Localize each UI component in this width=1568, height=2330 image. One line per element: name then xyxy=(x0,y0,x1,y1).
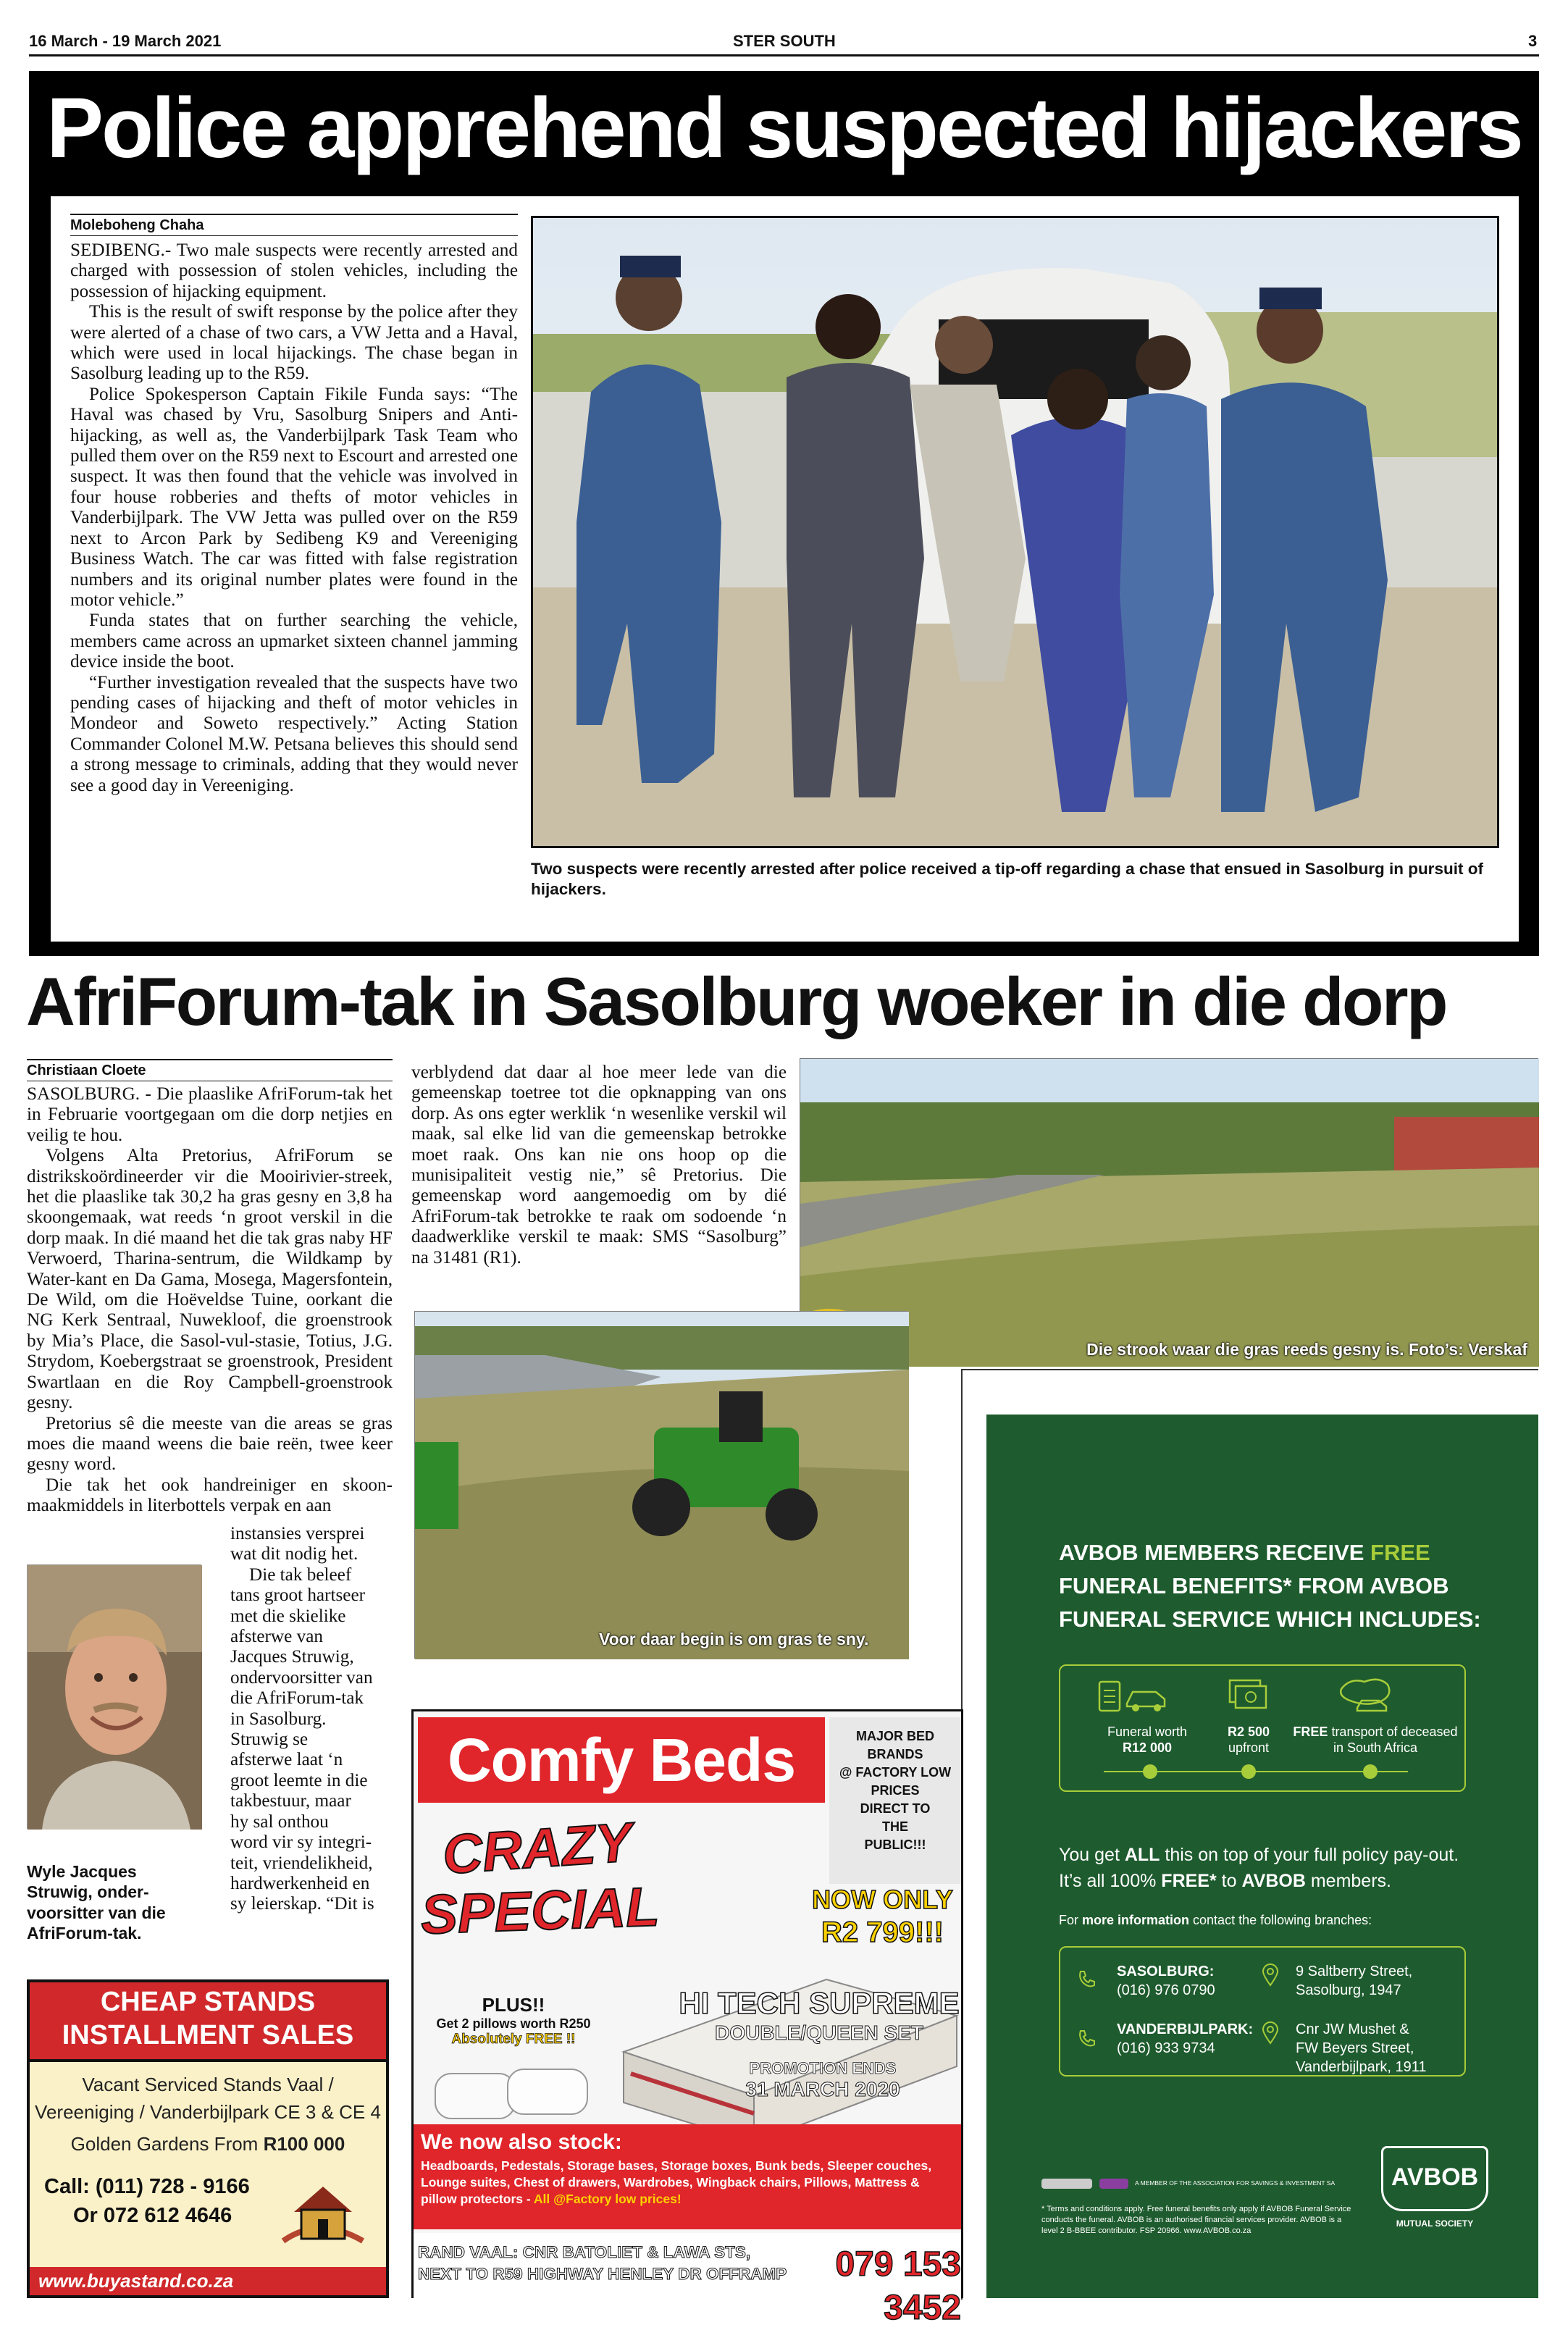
location-pin-icon xyxy=(1262,2021,1279,2045)
lawnmower-photo xyxy=(414,1311,908,1659)
avbob-logo xyxy=(1381,2146,1488,2211)
more-info-text: contact the following branches: xyxy=(1189,1913,1372,1927)
avbob-fineprint: * Terms and conditions apply. Free funeral benefits only apply if AVBOB Funeral Service xyxy=(1041,2205,1351,2213)
stands-url[interactable]: www.buyastand.co.za xyxy=(30,2267,386,2295)
payout-text: FREE* xyxy=(1161,1871,1217,1891)
avbob-headline xyxy=(1059,1536,1481,1636)
branch2-address: FW Beyers Street, xyxy=(1296,2040,1414,2056)
pillows-image xyxy=(428,2059,595,2124)
comfy-product2: DOUBLE/QUEEN SET xyxy=(715,2021,923,2044)
benefit1-label: Funeral worth xyxy=(1107,1725,1188,1739)
comfy-footer xyxy=(414,2233,961,2327)
comfy-stock-title: We now also stock: xyxy=(421,2130,622,2154)
comfy-brand-box xyxy=(418,1717,825,1803)
branch2-address: Cnr JW Mushet & xyxy=(1296,2021,1409,2037)
avbob-benefits-box xyxy=(1059,1664,1466,1792)
more-info-text: more information xyxy=(1082,1913,1190,1927)
story1-panel xyxy=(51,196,1519,942)
comfy-promo2: 31 MARCH 2020 xyxy=(745,2078,900,2100)
wrap-line: teit, vriendelikheid, xyxy=(230,1853,373,1873)
benefit1-value: R12 000 xyxy=(1122,1740,1173,1755)
benefit3-label: transport of deceased xyxy=(1328,1725,1458,1739)
comfy-phone[interactable]: 079 153 3452 xyxy=(835,2245,961,2327)
payout-text: members. xyxy=(1305,1871,1391,1891)
comfy-address: NEXT TO R59 HIGHWAY HENLEY DR OFFRAMP xyxy=(418,2265,787,2283)
story1-para: SEDIBENG.- Two male suspects were recently arrested and charged with possession of stolen vehicles, including the possession of hijacking equipment. xyxy=(70,240,518,301)
wrap-line: instansies versprei xyxy=(230,1524,365,1543)
special-text: SPECIAL xyxy=(419,1876,661,1946)
story2-col1 xyxy=(27,1084,393,1517)
wrap-line: groot leemte in die xyxy=(230,1770,368,1790)
comfy-product1: HI TECH SUPREME xyxy=(679,1986,960,2020)
payout-text: AVBOB xyxy=(1241,1871,1306,1891)
wrap-line: afsterwe van xyxy=(230,1627,323,1647)
wrap-line: word vir sy integri- xyxy=(230,1832,372,1853)
branch1-address: Sasolburg, 1947 xyxy=(1296,1982,1401,1998)
publication-name: STER SOUTH xyxy=(733,32,836,50)
branch2-address: Vanderbijlpark, 1911 xyxy=(1296,2059,1427,2075)
comfy-brand: Comfy Beds xyxy=(447,1726,796,1794)
branch1-name: SASOLBURG: xyxy=(1117,1964,1215,1979)
avbob-logo-sub: MUTUAL SOCIETY xyxy=(1396,2218,1474,2229)
story1-photo-caption: Two suspects were recently arrested after police received a tip-off regarding a chase that ensued in Sasolburg in pursuit of hijackers. xyxy=(531,860,1483,898)
wrap-line: wat dit nodig het. xyxy=(230,1544,359,1564)
benefit3-free: FREE xyxy=(1293,1725,1328,1739)
story2-para: Die tak het ook handreiniger en skoon-maakmiddels in literbottels verpak en aan xyxy=(27,1475,393,1516)
comfy-free: Absolutely FREE !! xyxy=(451,2032,576,2047)
stands-title-line: CHEAP STANDS xyxy=(100,1987,316,2017)
avbob-more-info xyxy=(1059,1913,1372,1928)
branch1-address: 9 Saltberry Street, xyxy=(1296,1964,1413,1979)
story2-col2 xyxy=(411,1063,787,1268)
payout-text: ALL xyxy=(1124,1845,1160,1865)
page-number: 3 xyxy=(1528,32,1538,50)
header-rule xyxy=(29,54,1539,56)
story1-body xyxy=(70,240,518,796)
story1-para: Police Spokesperson Captain Fikile Funda says: “The Haval was chased by Vru, Sasolburg Snipers and Anti-hijacking, as well as, the Vanderbijlpark Task Team who pulled them over on the R59 next to Escourt and arrested one suspect. It was then found that the vehicle was involved in four house robberies and thefts of motor vehicles in Vanderbijlpark. The VW Jetta was pulled over on the R59 next to Arcon Park by Sedibeng K9 and Vereeniging Business Watch. The car was fitted with false registration numbers and its original number plates were found in the motor vehicle.” xyxy=(70,384,518,610)
portrait-caption: Wyle Jacques Struwig, onder-voorsitter van die AfriForum-tak. xyxy=(27,1862,166,1943)
comfy-address: RAND VAAL: CNR BATOLIET & LAWA STS, xyxy=(418,2243,751,2261)
stands-line: Vacant Serviced Stands Vaal / xyxy=(82,2074,334,2095)
story1-para: “Further investigation revealed that the suspects have two pending cases of hijacking and theft of motor vehicles in Mondeor and Soweto respectively.” Acting Station Commander Colonel M.W. Petsana believes this should send a strong message to criminals, adding that they would never see a good day in Vereeniging. xyxy=(70,672,518,795)
house-icon xyxy=(276,2172,370,2252)
comfy-side-line: BRANDS xyxy=(867,1747,923,1761)
stands-title xyxy=(30,1982,386,2062)
avbob-ad[interactable] xyxy=(986,1415,1538,2298)
cash-icon xyxy=(1225,1676,1269,1715)
wrap-line: sy leierskap. “Dit is xyxy=(230,1894,374,1914)
payout-text: You get xyxy=(1059,1845,1125,1865)
comfy-plus: PLUS!! xyxy=(482,1994,545,2016)
wrap-line: Struwig se xyxy=(230,1730,309,1750)
comfy-side-line: MAJOR BED xyxy=(855,1729,934,1743)
coffin-icon xyxy=(1098,1679,1170,1715)
avbob-logo-text: AVBOB xyxy=(1391,2163,1479,2191)
wrap-line: hy sal onthou xyxy=(230,1811,329,1832)
location-pin-icon xyxy=(1262,1964,1279,1987)
avbob-branches-box xyxy=(1059,1946,1466,2077)
wrap-line: takbestuur, maar xyxy=(230,1791,351,1811)
avbob-member-note: A MEMBER OF THE ASSOCIATION FOR SAVINGS & INVESTMENT SA xyxy=(1135,2179,1336,2187)
comfy-promo1: PROMOTION ENDS xyxy=(749,2059,897,2077)
payout-text: to xyxy=(1216,1871,1242,1891)
comfy-side-line: PRICES xyxy=(871,1783,920,1798)
benefit2-value: R2 500 xyxy=(1227,1725,1270,1739)
payout-text: this on top of your full policy pay-out. xyxy=(1160,1845,1459,1865)
mowed-strip-photo xyxy=(800,1058,1538,1366)
branch2-name: VANDERBIJLPARK: xyxy=(1117,2021,1254,2037)
plus-icon xyxy=(1241,1764,1256,1779)
wrap-line: in Sasolburg. xyxy=(230,1709,327,1729)
plus-icon xyxy=(1143,1764,1157,1779)
phone-icon xyxy=(1076,2029,1097,2049)
comfy-stock-box xyxy=(414,2124,961,2229)
police-photo xyxy=(531,216,1499,848)
benefit3-label2: in South Africa xyxy=(1333,1740,1418,1755)
issue-date: 16 March - 19 March 2021 xyxy=(29,32,222,50)
payout-text: It’s all 100% xyxy=(1059,1871,1162,1891)
wrap-line: afsterwe laat ‘n xyxy=(230,1750,343,1770)
story2-col2-para: verblydend dat daar al hoe meer lede van die gemeenskap toetree tot die opknapping van ons dorp. As ons egter werklik ‘n wesenlike verskil wil maak, sal elke lid van die gemeenskap betrokke moet raak. Ons kan nie ons hoop op die munisipaliteit vestig nie,” sê Pretorius. Die gemeenskap word aangemoedig om by dié AfriForum-tak betrokke te raak om sodoende ‘n daadwerklike verskil te maak: SMS “Sasolburg” na 31481 (R1). xyxy=(411,1063,787,1267)
avbob-payout xyxy=(1059,1842,1459,1894)
wrap-line: ondervoorsitter van xyxy=(230,1667,373,1688)
story2-para: Volgens Alta Pretorius, AfriForum se distrikskoördineerder vir die Mooirivier-streek, het die plaaslike tak 30,2 ha gras gesny en 3,8 ha skoongemaak, wat reeds ‘n groot verskil in die dorp maak. In dié maand het die tak gras naby HF Verwoerd, Tharina-sentrum, die Wildkamp by Water-kant en Da Gama, Mosega, Magersfontein, De Wild, om die Hoëveldse Tuine, oorkant die NG Kerk Sentraal, Nuwekloof, die groenstrook by Mia’s Place, die Sasol-vul-stasie, Totius, J.G. Strydom, Koebergstraat se groenstrook, President Swartlaan en die Roy Campbell-groenstrook gesny. xyxy=(27,1146,393,1413)
story2-byline: Christiaan Cloete xyxy=(27,1059,393,1081)
story2-headline: AfriForum-tak in Sasolburg woeker in die dorp xyxy=(26,963,1446,1039)
comfy-stock-text: Headboards, Pedestals, Storage bases, Storage boxes, Bunk beds, Sleeper couches, Lounge suites, Chest of drawers, Wardrobes, Wingback chairs, Pillows, Mattress & pillow protectors - xyxy=(421,2158,932,2206)
story2-para: SASOLBURG. - Die plaaslike AfriForum-tak het in Februarie voortgegaan om die dorp netjies en veilig te hou. xyxy=(27,1084,393,1145)
comfy-side-line: @ FACTORY LOW xyxy=(839,1765,952,1780)
cheap-stands-ad[interactable] xyxy=(27,1979,389,2298)
story1-para: Funda states that on further searching the vehicle, members came across an upmarket sixteen channel jamming device inside the boot. xyxy=(70,611,518,672)
stands-price: R100 000 xyxy=(263,2133,345,2155)
crazy-text: CRAZY xyxy=(440,1811,634,1887)
story2-wrap-text xyxy=(230,1524,391,1915)
avbob-fineprint: conducts the funeral. AVBOB is an authorised financial services provider. AVBOB is a xyxy=(1041,2216,1342,2224)
avbob-headline-text: FUNERAL BENEFITS* FROM AVBOB xyxy=(1059,1573,1449,1598)
wrap-line: Die tak beleef xyxy=(249,1564,352,1585)
comfy-price: R2 799!!! xyxy=(821,1916,944,1948)
photo1-caption: Die strook waar die gras reeds gesny is. Foto’s: Verskaf xyxy=(1086,1340,1527,1359)
benefit2-label: upfront xyxy=(1228,1740,1270,1755)
wrap-line: tans groot hartseer xyxy=(230,1585,366,1606)
asisa-logo xyxy=(1041,2179,1092,2189)
wrap-line: met die skielike xyxy=(230,1606,346,1626)
stands-call: Call: (011) 728 - 9166 xyxy=(44,2175,250,2198)
section-rule xyxy=(961,1369,1538,1370)
comfy-stock-highlight: All @Factory low prices! xyxy=(533,2192,682,2206)
story1-frame xyxy=(29,71,1539,956)
partner-logo xyxy=(1099,2179,1128,2189)
comfy-side-box xyxy=(829,1717,961,1884)
story1-headline: Police apprehend suspected hijackers xyxy=(46,80,1522,176)
wrap-line: Jacques Struwig, xyxy=(230,1647,354,1667)
story1-byline: Moleboheng Chaha xyxy=(70,214,518,236)
struwig-portrait xyxy=(27,1564,201,1829)
stands-title-line: INSTALLMENT SALES xyxy=(62,2020,354,2050)
comfy-side-line: PUBLIC!!! xyxy=(864,1837,926,1852)
story1-para: This is the result of swift response by the police after they were alerted of a chase of two cars, a VW Jetta and a Haval, which were used in local hijackings. The chase began in Sasolburg leading up to the R59. xyxy=(70,302,518,384)
wrap-line: die AfriForum-tak xyxy=(230,1688,364,1709)
stands-alt-phone: Or 072 612 4646 xyxy=(73,2204,232,2227)
comfy-pillows: Get 2 pillows worth R250 xyxy=(436,2016,591,2031)
avbob-headline-text: FUNERAL SERVICE WHICH INCLUDES: xyxy=(1059,1606,1481,1632)
branch1-phone[interactable]: (016) 976 0790 xyxy=(1117,1982,1215,1998)
avbob-fineprint: level 2 B-BBEE contributor. FSP 20966. www.AVBOB.co.za xyxy=(1041,2226,1252,2235)
comfy-side-line: THE xyxy=(882,1819,908,1834)
avbob-headline-free: FREE xyxy=(1370,1540,1430,1565)
hearse-map-icon xyxy=(1336,1675,1401,1715)
comfy-beds-ad[interactable] xyxy=(411,1709,963,2327)
plus-icon xyxy=(1363,1764,1378,1779)
stands-line: Vereeniging / Vanderbijlpark CE 3 & CE 4 xyxy=(35,2101,381,2123)
stands-line: Golden Gardens From xyxy=(70,2133,264,2155)
now-only: NOW ONLY xyxy=(812,1885,953,1914)
branch2-phone[interactable]: (016) 933 9734 xyxy=(1117,2040,1215,2056)
phone-icon xyxy=(1076,1969,1097,1990)
comfy-side-line: DIRECT TO xyxy=(860,1801,931,1816)
avbob-headline-text: AVBOB MEMBERS RECEIVE xyxy=(1059,1540,1371,1565)
photo2-caption: Voor daar begin is om gras te sny. xyxy=(599,1630,869,1648)
story2-para: Pretorius sê die meeste van die areas se gras moes die maand weens die baie reën, twee keer gesny word. xyxy=(27,1413,393,1475)
more-info-text: For xyxy=(1059,1913,1083,1927)
wrap-line: hardwerkenheid en xyxy=(230,1873,370,1893)
